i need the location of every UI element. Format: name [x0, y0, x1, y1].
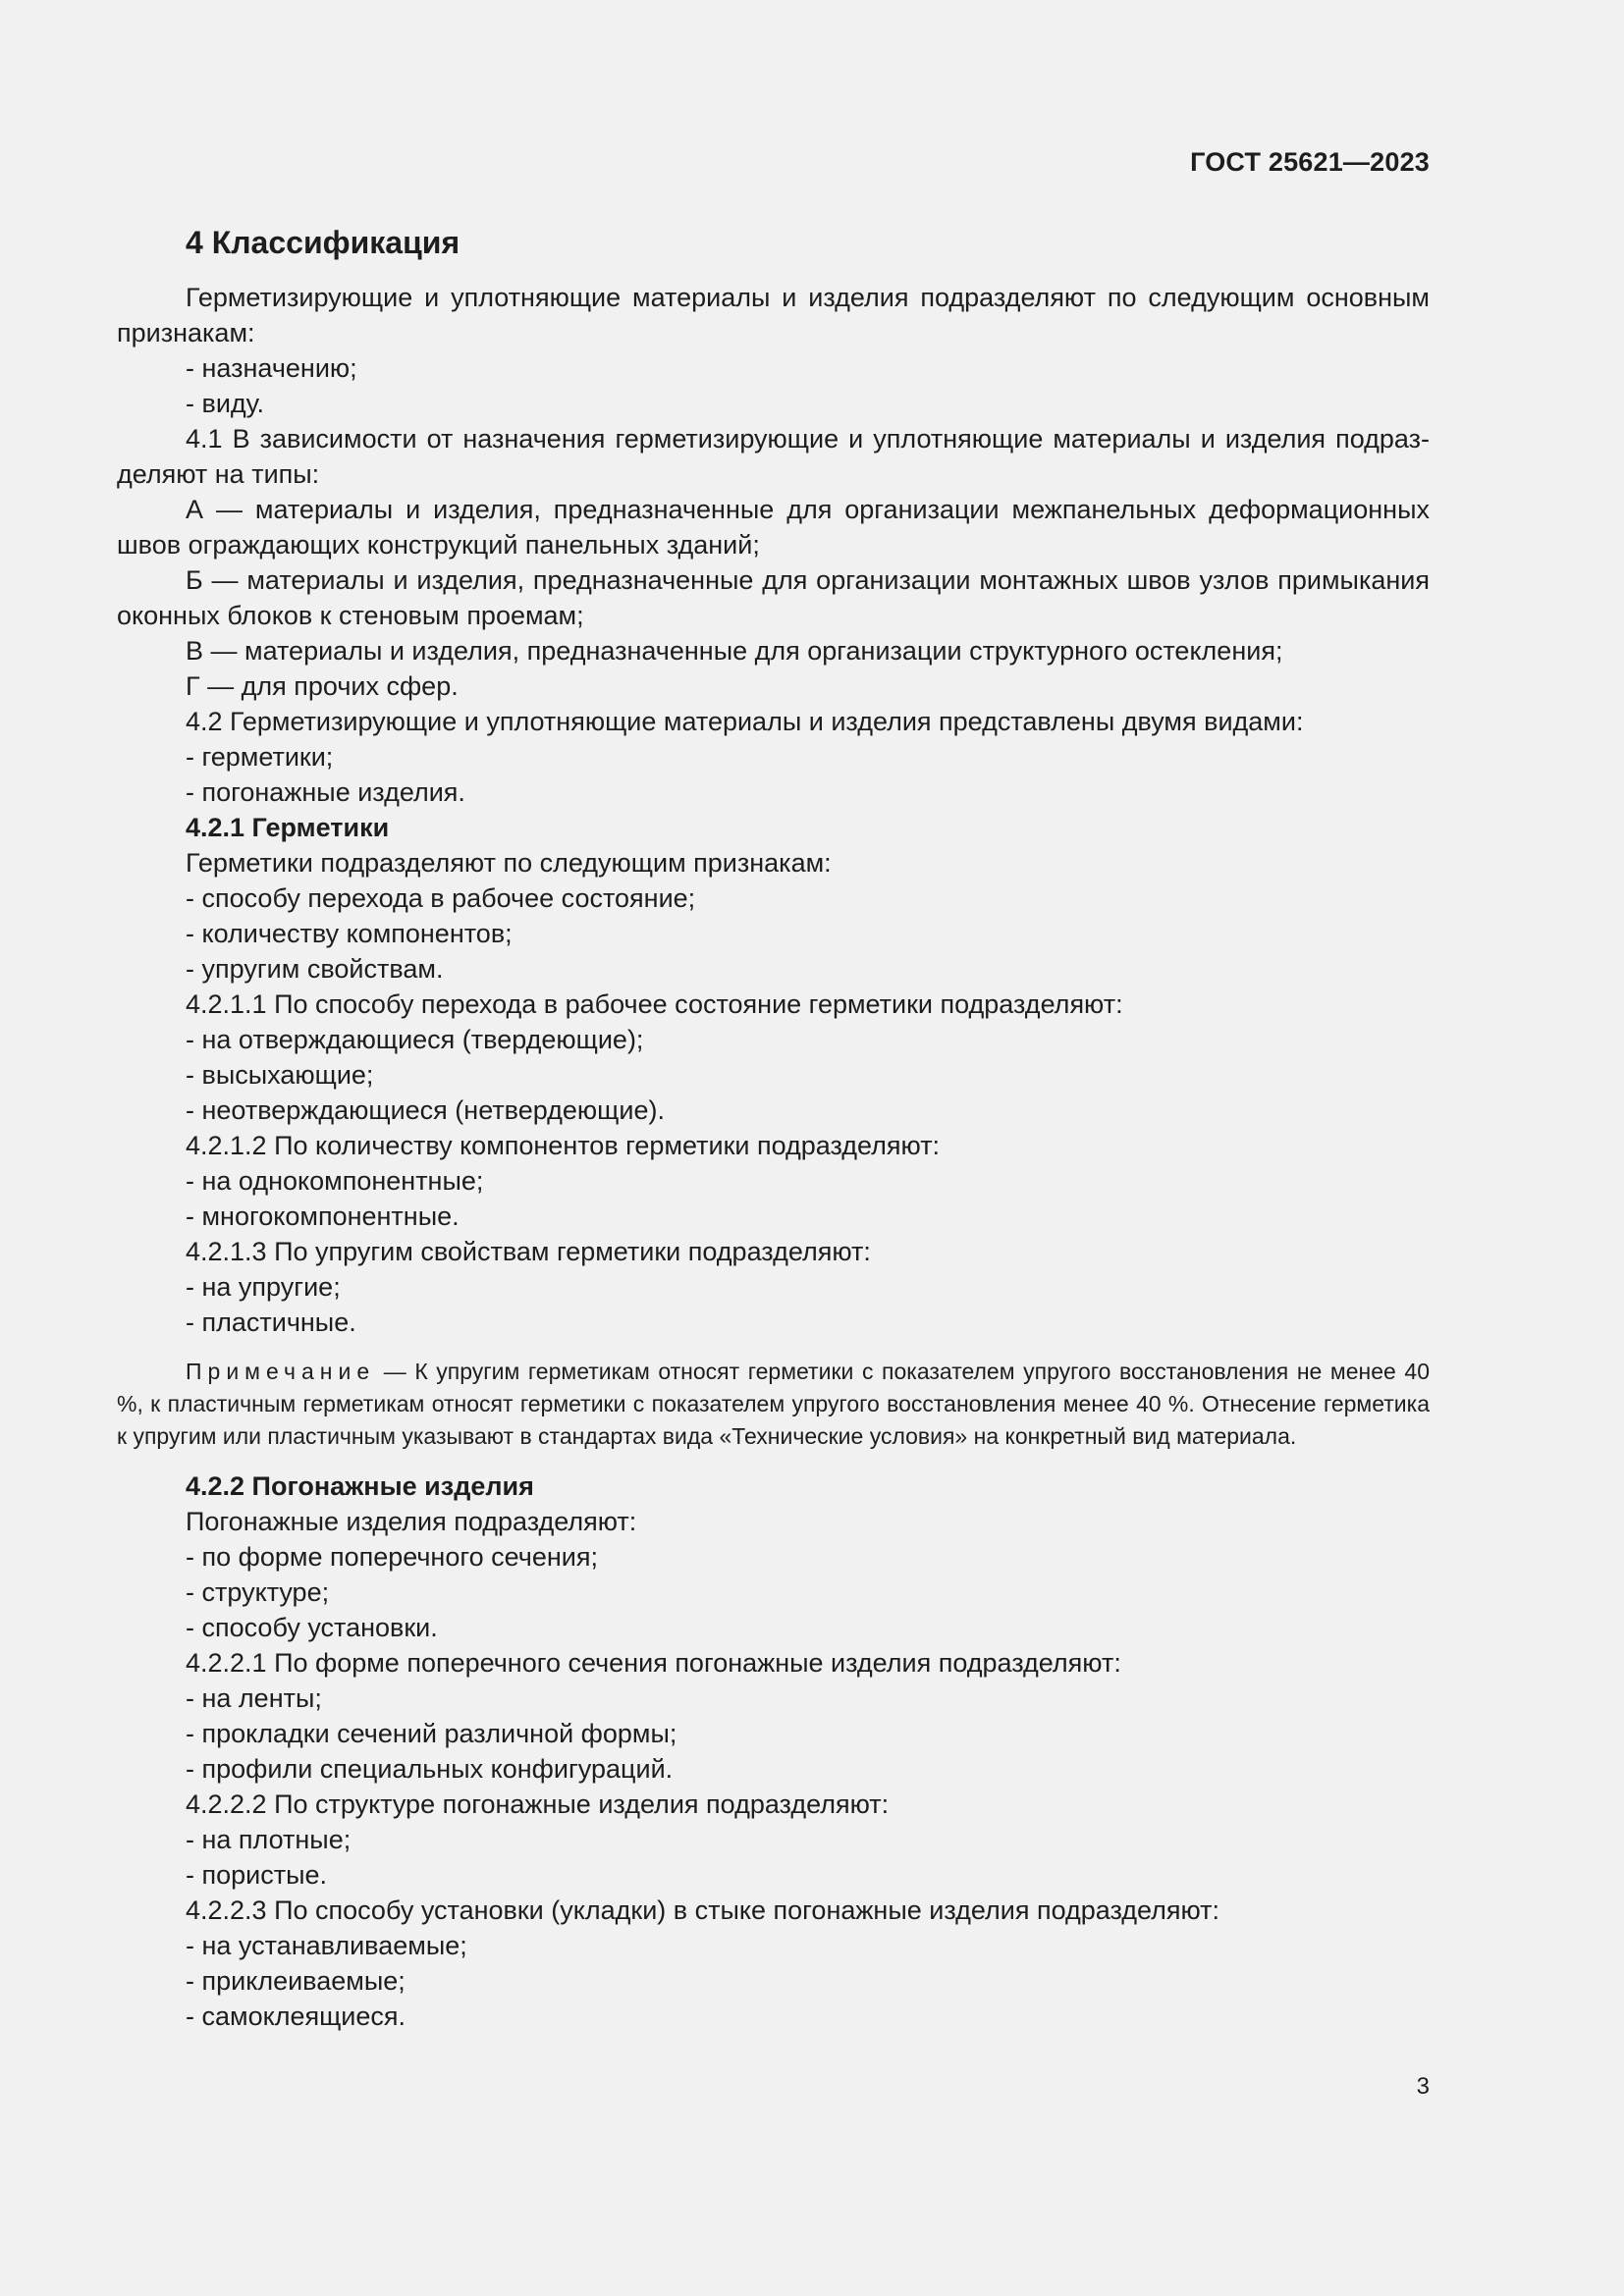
paragraph: Б — материалы и изделия, предназначенные для организации монтажных швов узлов примыкания оконных блоков к стеновым проемам; — [117, 565, 1430, 630]
paragraph: Г — для прочих сфер. — [186, 671, 459, 701]
paragraph: 4.2.1.3 По упругим свойствам герметики подразделяют: — [186, 1237, 871, 1266]
list-item: - способу перехода в рабочее состояние; — [186, 883, 696, 913]
list-item: - способу установки. — [186, 1613, 438, 1642]
list-item: - герметики; — [186, 742, 334, 772]
list-item: - профили специальных конфигураций. — [186, 1754, 674, 1784]
list-item: - высыхающие; — [186, 1060, 374, 1090]
paragraph: А — материалы и изделия, предназначенные для организации межпанельных деформационных швов ограждающих конструкций панельных зданий; — [117, 495, 1430, 560]
list-item: - по форме поперечного сечения; — [186, 1542, 598, 1572]
paragraph: 4.1 В зависимости от назначения герметизирующие и уплотняющие материалы и изделия подразделяют на типы: — [117, 424, 1430, 489]
note-text: — К упругим герметикам относят герметики с показателем упругого восстановления не менее 40 %, к пластичным герметикам относят герметики с показателем упругого восстановления менее 40 %. Отнесение герметика к упругим или пластичным указывают в стандартах вида «Технические условия» на конкретный вид материала. — [117, 1359, 1430, 1449]
page-number: 3 — [1416, 2073, 1430, 2100]
list-item: - прокладки сечений различной формы; — [186, 1719, 677, 1748]
list-item: - на ленты; — [186, 1683, 322, 1713]
list-item: - многокомпонентные. — [186, 1201, 460, 1231]
list-item: - на отверждающиеся (твердеющие); — [186, 1025, 644, 1054]
list-item: - самоклеящиеся. — [186, 2002, 406, 2031]
paragraph: Погонажные изделия подразделяют: — [186, 1507, 637, 1536]
section-content — [117, 280, 1430, 2034]
paragraph: 4.2.1.1 По способу перехода в рабочее состояние герметики подразделяют: — [186, 989, 1123, 1019]
list-item: - виду. — [186, 389, 264, 418]
section-title: 4 Классификация — [186, 225, 460, 260]
paragraph: 4.2.1.2 По количеству компонентов герметики подразделяют: — [186, 1131, 941, 1160]
list-item: - упругим свойствам. — [186, 954, 444, 984]
paragraph: Герметизирующие и уплотняющие материалы и изделия подразделяют по следующим основным признакам: — [117, 283, 1430, 347]
list-item: - на упругие; — [186, 1272, 341, 1302]
list-item: - структуре; — [186, 1577, 330, 1607]
document-body — [117, 221, 1430, 2034]
list-item: - приклеиваемые; — [186, 1966, 406, 1996]
list-item: - количеству компонентов; — [186, 919, 513, 948]
paragraph: 4.2.2.1 По форме поперечного сечения погонажные изделия подразделяют: — [186, 1648, 1121, 1678]
subsection-heading: 4.2.2 Погонажные изделия — [186, 1471, 534, 1501]
note-paragraph — [117, 1356, 1430, 1453]
list-item: - пористые. — [186, 1860, 328, 1890]
note-label: Примечание — [186, 1359, 376, 1384]
list-item: - погонажные изделия. — [186, 777, 465, 807]
paragraph: 4.2.2.3 По способу установки (укладки) в стыке погонажные изделия подразделяют: — [186, 1896, 1220, 1925]
paragraph: В — материалы и изделия, предназначенные для организации структурного остекления; — [186, 636, 1283, 666]
list-item: - на устанавливаемые; — [186, 1931, 467, 1960]
paragraph: 4.2.2.2 По структуре погонажные изделия подразделяют: — [186, 1789, 890, 1819]
list-item: - на однокомпонентные; — [186, 1166, 484, 1196]
subsection-heading: 4.2.1 Герметики — [186, 813, 390, 842]
list-item: - на плотные; — [186, 1825, 352, 1854]
standard-designation: ГОСТ 25621—2023 — [1190, 147, 1430, 177]
list-item: - пластичные. — [186, 1308, 356, 1337]
list-item: - назначению; — [186, 353, 357, 383]
paragraph: Герметики подразделяют по следующим признакам: — [186, 848, 832, 878]
paragraph: 4.2 Герметизирующие и уплотняющие материалы и изделия представлены двумя видами: — [186, 707, 1304, 736]
list-item: - неотверждающиеся (нетвердеющие). — [186, 1095, 665, 1125]
